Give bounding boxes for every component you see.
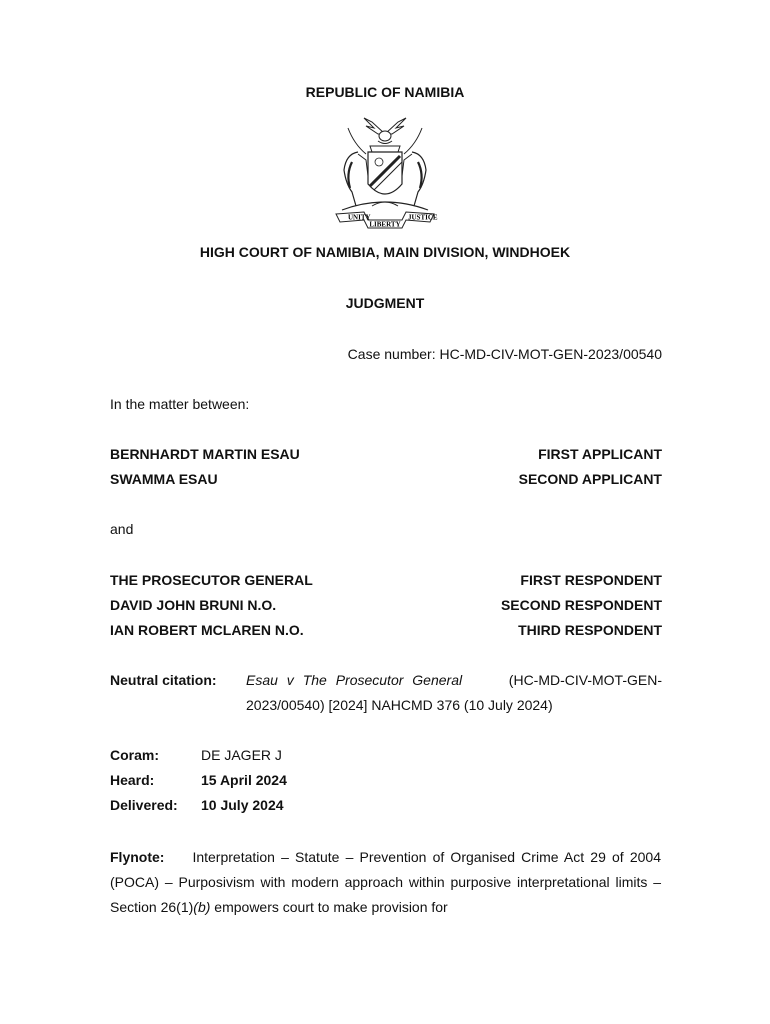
coram-label: Coram:	[110, 747, 160, 763]
crest-motto-right: JUSTICE	[408, 213, 438, 222]
flynote-text-continued: empowers court to make provision for	[210, 899, 448, 915]
matter-intro: In the matter between:	[110, 396, 250, 412]
court-heading: HIGH COURT OF NAMIBIA, MAIN DIVISION, WINDHOEK	[199, 244, 571, 260]
flynote-text-italic: (b)	[193, 899, 211, 915]
citation-case-ref: (HC-MD-CIV-MOT-GEN-	[508, 672, 662, 688]
heard-value: 15 April 2024	[201, 772, 287, 788]
first-applicant-role: FIRST APPLICANT	[538, 446, 662, 462]
citation-case-name: Esau v The Prosecutor General	[246, 672, 463, 688]
citation-line-1	[246, 672, 662, 688]
second-respondent-name: DAVID JOHN BRUNI N.O.	[110, 597, 277, 613]
heard-label: Heard:	[110, 772, 155, 788]
first-applicant-name: BERNHARDT MARTIN ESAU	[110, 446, 300, 462]
coram-value: DE JAGER J	[201, 747, 282, 763]
second-applicant-name: SWAMMA ESAU	[110, 471, 218, 487]
first-respondent-role: FIRST RESPONDENT	[520, 572, 662, 588]
first-respondent-name: THE PROSECUTOR GENERAL	[110, 572, 313, 588]
third-respondent-role: THIRD RESPONDENT	[518, 622, 662, 638]
citation-label: Neutral citation:	[110, 672, 217, 688]
namibia-coat-of-arms-icon	[328, 114, 442, 232]
citation-line-2: 2023/00540) [2024] NAHCMD 376 (10 July 2024)	[246, 697, 553, 713]
third-respondent-name: IAN ROBERT MCLAREN N.O.	[110, 622, 304, 638]
country-heading: REPUBLIC OF NAMIBIA	[305, 84, 465, 100]
second-respondent-role: SECOND RESPONDENT	[500, 597, 662, 613]
flynote-text: Interpretation – Statute – Prevention of Organised Crime Act 29 of 2004 (POCA) – Purposivism with modern approach within purposive interpretational limits – Section 26(1)	[110, 849, 661, 915]
judgment-heading: JUDGMENT	[345, 295, 425, 311]
delivered-label: Delivered:	[110, 797, 178, 813]
crest-motto-left: UNITY	[348, 213, 371, 222]
case-number: Case number: HC-MD-CIV-MOT-GEN-2023/00540	[347, 346, 662, 362]
crest-motto-center: LIBERTY	[369, 220, 401, 229]
flynote-label: Flynote:	[110, 849, 165, 865]
flynote-paragraph	[110, 845, 661, 920]
delivered-value: 10 July 2024	[201, 797, 284, 813]
conjunction: and	[110, 521, 134, 537]
second-applicant-role: SECOND APPLICANT	[518, 471, 662, 487]
